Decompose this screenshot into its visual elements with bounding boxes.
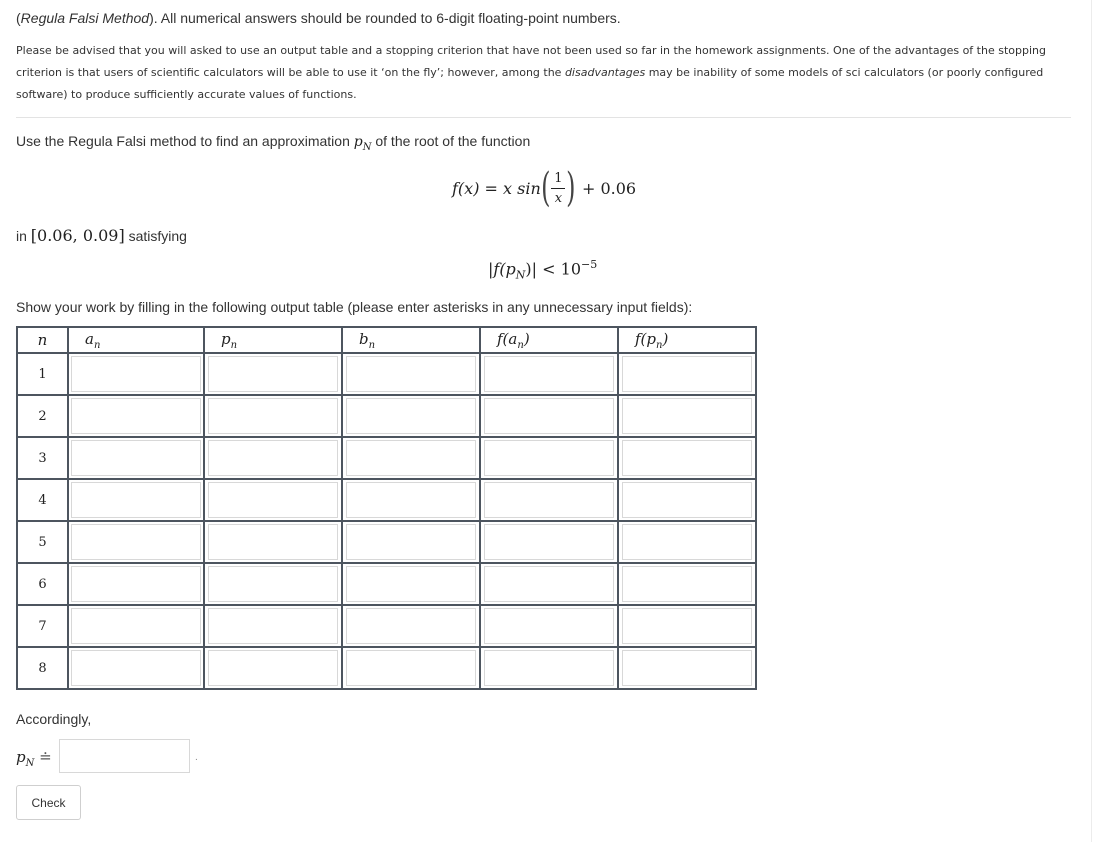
header-a-n: $a_n$ — [68, 327, 204, 353]
row-number: 8 — [17, 647, 68, 689]
input-b_n-row-3[interactable] — [346, 440, 476, 476]
notice-emphasis: disadvantages — [564, 66, 646, 79]
cell-a_n — [68, 479, 204, 521]
input-f_p_n-row-6[interactable] — [622, 566, 752, 602]
answer-label: $p_N$ ≐ — [16, 748, 52, 769]
right-paren: ) — [566, 165, 576, 211]
intro-rest: . All numerical answers should be rounded to 6-digit floating-point numbers. — [153, 10, 621, 26]
table-row — [17, 605, 756, 647]
input-p_n-row-5[interactable] — [208, 524, 338, 560]
cell-f_a_n — [480, 437, 618, 479]
stopping-criterion: $|f(p_N)| < 10^{-5}$ — [488, 258, 598, 282]
cell-p_n — [204, 353, 342, 395]
table-row — [17, 563, 756, 605]
cell-p_n — [204, 521, 342, 563]
prompt-variable: $p_N$ — [353, 134, 372, 153]
input-f_a_n-row-5[interactable] — [484, 524, 614, 560]
notice-text: Please be advised that you will asked to use an output table and a stopping criterion that have not been used so far in the homework assignments. One of the advantages of the stopping criterion is that users of scientific calculators will be able to use it ‘on the fly’; however, among the — [16, 44, 1046, 79]
input-f_p_n-row-7[interactable] — [622, 608, 752, 644]
prompt-text-end: of the root of the function — [371, 133, 531, 149]
input-f_a_n-row-3[interactable] — [484, 440, 614, 476]
cell-p_n — [204, 395, 342, 437]
cell-a_n — [68, 605, 204, 647]
input-f_p_n-row-5[interactable] — [622, 524, 752, 560]
input-p_n-row-2[interactable] — [208, 398, 338, 434]
input-a_n-row-8[interactable] — [71, 650, 201, 686]
function-formula — [452, 165, 636, 211]
fraction-bar — [551, 188, 565, 189]
input-a_n-row-4[interactable] — [71, 482, 201, 518]
header-b-n: $b_n$ — [342, 327, 480, 353]
cell-b_n — [342, 521, 480, 563]
input-f_a_n-row-2[interactable] — [484, 398, 614, 434]
input-f_p_n-row-8[interactable] — [622, 650, 752, 686]
cell-b_n — [342, 479, 480, 521]
input-p_n-row-4[interactable] — [208, 482, 338, 518]
input-p_n-row-7[interactable] — [208, 608, 338, 644]
formula-constant: + 0.06 — [581, 178, 637, 198]
cell-f_a_n — [480, 395, 618, 437]
input-b_n-row-5[interactable] — [346, 524, 476, 560]
input-f_p_n-row-1[interactable] — [622, 356, 752, 392]
formula-fraction — [551, 171, 565, 206]
cell-p_n — [204, 647, 342, 689]
cell-a_n — [68, 395, 204, 437]
right-border — [1091, 0, 1092, 842]
cell-a_n — [68, 437, 204, 479]
fraction-numerator: 1 — [554, 170, 563, 186]
cell-b_n — [342, 395, 480, 437]
row-number: 1 — [17, 353, 68, 395]
input-p_n-row-8[interactable] — [208, 650, 338, 686]
answer-pn-input[interactable] — [59, 739, 190, 773]
cell-f_p_n — [618, 437, 756, 479]
input-b_n-row-4[interactable] — [346, 482, 476, 518]
input-a_n-row-1[interactable] — [71, 356, 201, 392]
table-row — [17, 395, 756, 437]
cell-p_n — [204, 563, 342, 605]
cell-f_a_n — [480, 479, 618, 521]
row-number: 7 — [17, 605, 68, 647]
cell-p_n — [204, 605, 342, 647]
interval-prefix: in — [16, 228, 31, 244]
cell-f_a_n — [480, 521, 618, 563]
interval-value: [0.06, 0.09] — [30, 226, 125, 245]
problem-prompt — [16, 133, 530, 153]
table-row — [17, 437, 756, 479]
input-a_n-row-6[interactable] — [71, 566, 201, 602]
input-p_n-row-1[interactable] — [208, 356, 338, 392]
cell-f_p_n — [618, 353, 756, 395]
cell-p_n — [204, 437, 342, 479]
notice-text-end: may be inability of some models of sci calculators (or poorly configured software) to produce sufficiently accurate values of functions. — [16, 66, 1044, 101]
cell-b_n — [342, 563, 480, 605]
table-row — [17, 521, 756, 563]
table-row — [17, 647, 756, 689]
cell-f_a_n — [480, 353, 618, 395]
input-b_n-row-7[interactable] — [346, 608, 476, 644]
intro-text: (Regula Falsi Method). All numerical answers should be rounded to 6-digit floating-point numbers. — [16, 10, 621, 26]
approx-equal-sign: ≐ — [39, 748, 52, 766]
cell-b_n — [342, 605, 480, 647]
fraction-denominator: x — [554, 190, 563, 206]
input-f_p_n-row-3[interactable] — [622, 440, 752, 476]
cell-a_n — [68, 521, 204, 563]
table-row — [17, 353, 756, 395]
header-n: n — [17, 327, 68, 353]
row-number: 5 — [17, 521, 68, 563]
input-a_n-row-5[interactable] — [71, 524, 201, 560]
input-f_p_n-row-2[interactable] — [622, 398, 752, 434]
input-f_p_n-row-4[interactable] — [622, 482, 752, 518]
input-f_a_n-row-6[interactable] — [484, 566, 614, 602]
accordingly-text: Accordingly, — [16, 711, 92, 727]
instructions: Show your work by filling in the following output table (please enter asterisks in any unnecessary input fields): — [16, 299, 693, 315]
cell-f_p_n — [618, 647, 756, 689]
cell-f_p_n — [618, 563, 756, 605]
input-a_n-row-2[interactable] — [71, 398, 201, 434]
cell-b_n — [342, 647, 480, 689]
cell-f_p_n — [618, 605, 756, 647]
input-a_n-row-3[interactable] — [71, 440, 201, 476]
cell-b_n — [342, 353, 480, 395]
cell-f_p_n — [618, 521, 756, 563]
interval-suffix: satisfying — [124, 228, 187, 244]
input-b_n-row-6[interactable] — [346, 566, 476, 602]
table-row — [17, 479, 756, 521]
header-f-a-n: $f(a_n)$ — [480, 327, 618, 353]
cell-f_p_n — [618, 479, 756, 521]
check-button[interactable]: Check — [16, 785, 81, 820]
prompt-text: Use the Regula Falsi method to find an approximation — [16, 133, 354, 149]
cell-f_p_n — [618, 395, 756, 437]
cell-a_n — [68, 647, 204, 689]
left-paren: ( — [540, 165, 551, 211]
formula-lhs: f(x) = x sin — [452, 178, 541, 198]
input-a_n-row-7[interactable] — [71, 608, 201, 644]
cell-a_n — [68, 563, 204, 605]
cell-f_a_n — [480, 647, 618, 689]
input-f_a_n-row-1[interactable] — [484, 356, 614, 392]
answer-trailing-period: . — [195, 752, 198, 763]
row-number: 2 — [17, 395, 68, 437]
cell-f_a_n — [480, 563, 618, 605]
cell-b_n — [342, 437, 480, 479]
cell-f_a_n — [480, 605, 618, 647]
method-name: Regula Falsi Method — [20, 10, 150, 26]
table-header-row — [17, 327, 756, 353]
interval-text — [16, 226, 187, 245]
table-body — [17, 353, 756, 689]
output-table — [16, 326, 757, 690]
header-f-p-n: $f(p_n)$ — [618, 327, 756, 353]
row-number: 6 — [17, 563, 68, 605]
cell-a_n — [68, 353, 204, 395]
row-number: 4 — [17, 479, 68, 521]
input-p_n-row-6[interactable] — [208, 566, 338, 602]
section-divider — [16, 117, 1071, 118]
row-number: 3 — [17, 437, 68, 479]
input-b_n-row-8[interactable] — [346, 650, 476, 686]
input-f_a_n-row-7[interactable] — [484, 608, 614, 644]
input-f_a_n-row-4[interactable] — [484, 482, 614, 518]
input-b_n-row-1[interactable] — [346, 356, 476, 392]
cell-p_n — [204, 479, 342, 521]
input-f_a_n-row-8[interactable] — [484, 650, 614, 686]
input-p_n-row-3[interactable] — [208, 440, 338, 476]
header-p-n: $p_n$ — [204, 327, 342, 353]
advisory-notice — [16, 40, 1071, 106]
input-b_n-row-2[interactable] — [346, 398, 476, 434]
